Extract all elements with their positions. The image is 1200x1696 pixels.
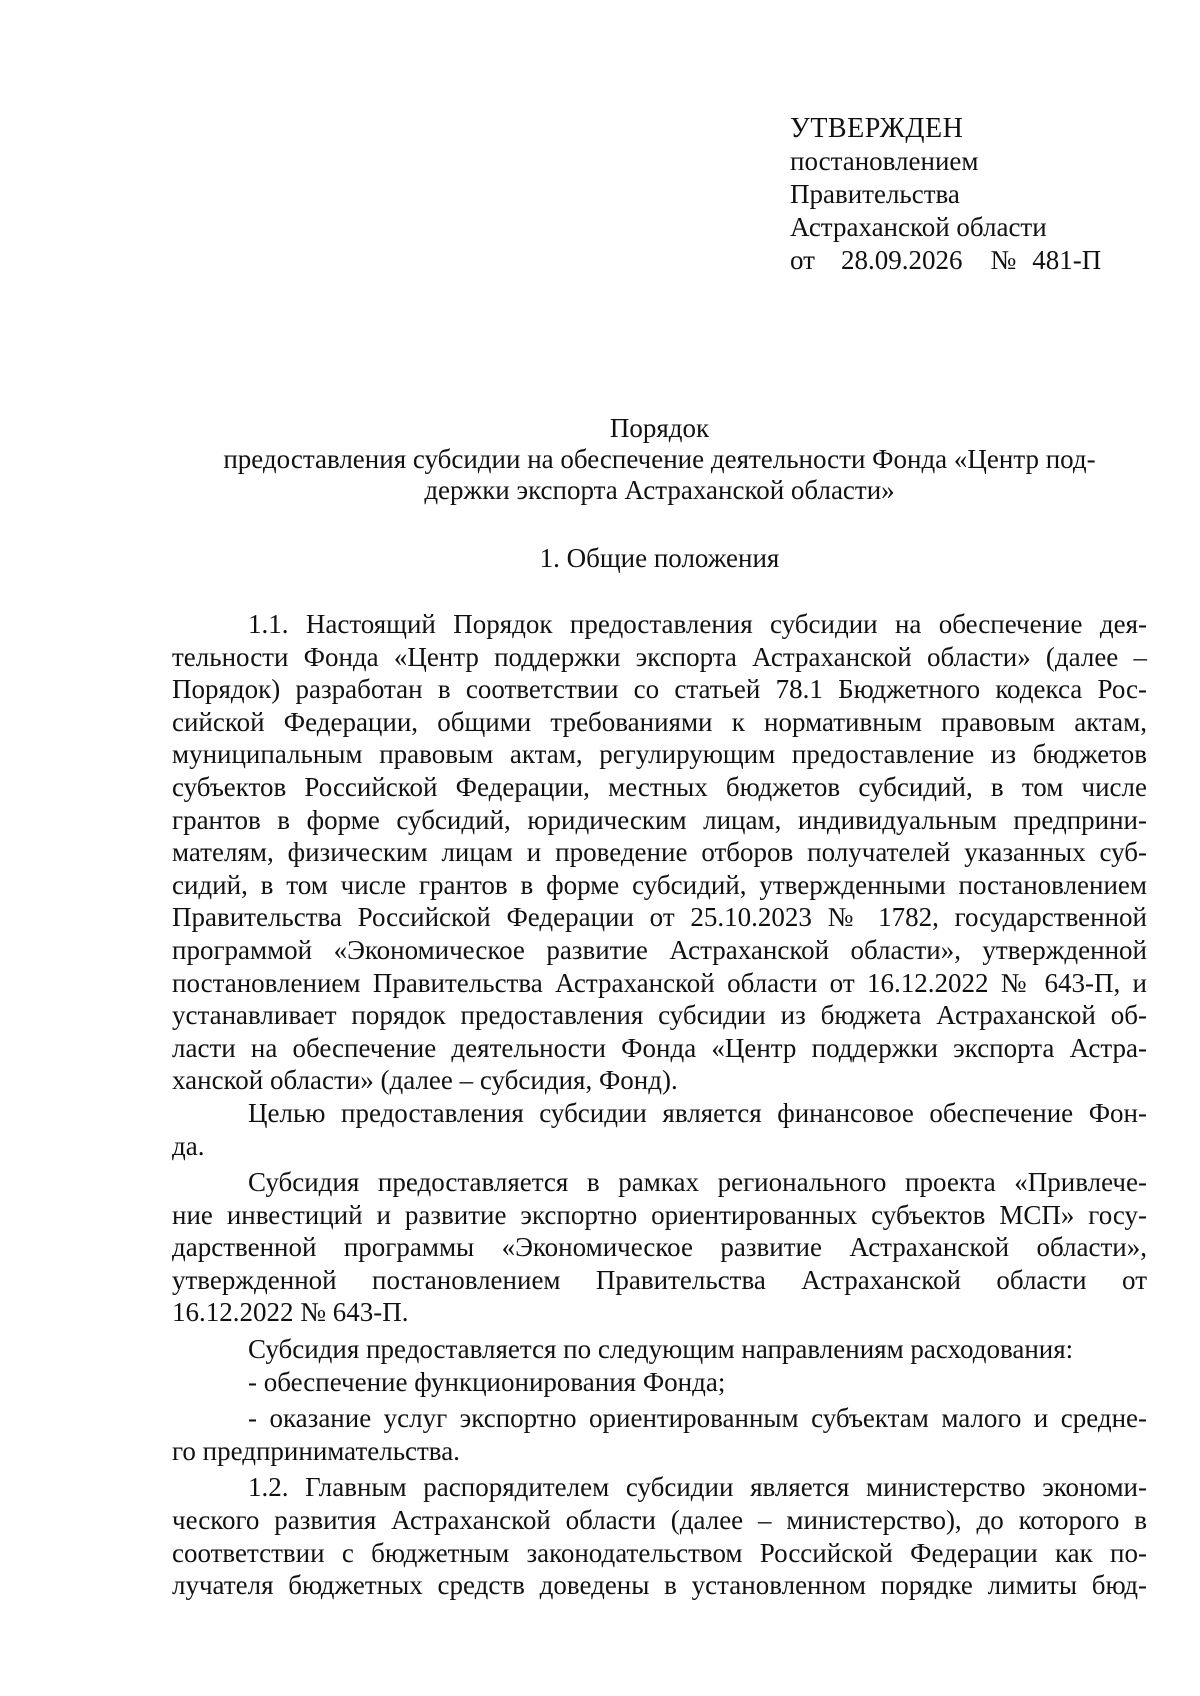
body-line: Целью предоставления субсидии является финансовое обеспечение Фон- — [248, 1097, 1147, 1128]
body-line: Правительства Российской Федерации от 25.10.2023 № 1782, государственной — [172, 902, 1147, 933]
approved-heading: УТВЕРЖДЕН — [790, 113, 964, 144]
section-1-heading: 1. Общие положения — [539, 543, 780, 573]
body-line: го предпринимательства. — [172, 1435, 460, 1466]
body-line: Субсидия предоставляется по следующим направлениям расходования: — [248, 1334, 1074, 1365]
body-line: грантов в форме субсидий, юридическим лицам, индивидуальным предприни- — [172, 804, 1147, 835]
body-line: постановлением Правительства Астраханской области от 16.12.2022 № 643-П, и — [172, 967, 1147, 998]
body-line: - обеспечение функционирования Фонда; — [248, 1366, 726, 1397]
approval-line-resolution: постановлением — [790, 146, 979, 176]
body-line: сидий, в том числе грантов в форме субсидий, утвержденными постановлением — [172, 869, 1147, 900]
body-line: тельности Фонда «Центр поддержки экспорта Астраханской области» (далее – — [172, 641, 1147, 672]
body-line: - оказание услуг экспортно ориентированным субъектам малого и средне- — [248, 1403, 1147, 1434]
body-line: дарственной программы «Экономическое развитие Астраханской области», — [172, 1232, 1147, 1263]
body-line: ческого развития Астраханской области (далее – министерство), до которого в — [172, 1505, 1147, 1536]
title-line-3: держки экспорта Астраханской области» — [424, 475, 895, 505]
body-line: да. — [172, 1130, 205, 1161]
title-line-2: предоставления субсидии на обеспечение деятельности Фонда «Центр под- — [223, 444, 1096, 474]
approval-line-region: Астраханской области — [790, 212, 1047, 242]
body-line: ласти на обеспечение деятельности Фонда «Центр поддержки экспорта Астра- — [172, 1032, 1147, 1063]
approval-stamp-block — [790, 112, 1101, 277]
body-line: утвержденной постановлением Правительства Астраханской области от — [172, 1264, 1147, 1295]
body-line: ханской области» (далее – субсидия, Фонд). — [172, 1065, 678, 1096]
approval-line-government: Правительства — [790, 179, 960, 209]
from-label: от — [790, 245, 815, 275]
body-line: Порядок) разработан в соответствии со статьей 78.1 Бюджетного кодекса Рос- — [172, 674, 1147, 705]
body-line: программой «Экономическое развитие Астраханской области», утвержденной — [172, 934, 1147, 965]
approval-date-line — [790, 244, 1101, 277]
body-line: устанавливает порядок предоставления субсидии из бюджета Астраханской об- — [172, 1000, 1147, 1031]
title-line-1: Порядок — [609, 413, 710, 443]
document-body — [172, 608, 1147, 1602]
body-line: 1.2. Главным распорядителем субсидии является министерство экономи- — [248, 1472, 1147, 1503]
body-line: соответствии с бюджетным законодательством Российской Федерации как по- — [172, 1537, 1147, 1568]
number-sign: № — [990, 245, 1017, 275]
approval-date: 28.09.2026 — [840, 245, 963, 275]
body-line: 1.1. Настоящий Порядок предоставления субсидии на обеспечение дея- — [248, 609, 1147, 639]
body-line: субъектов Российской Федерации, местных бюджетов субсидий, в том числе — [172, 771, 1147, 802]
body-line: 16.12.2022 № 643-П. — [172, 1297, 409, 1328]
body-line: мателям, физическим лицам и проведение отборов получателей указанных суб- — [172, 837, 1147, 868]
body-line: ние инвестиций и развитие экспортно ориентированных субъектов МСП» госу- — [172, 1199, 1147, 1230]
body-line: сийской Федерации, общими требованиями к нормативным правовым актам, — [172, 706, 1147, 737]
approval-number: 481-П — [1032, 245, 1102, 275]
body-line: муниципальным правовым актам, регулирующим предоставление из бюджетов — [172, 739, 1147, 770]
body-line: лучателя бюджетных средств доведены в установленном порядке лимиты бюд- — [172, 1570, 1147, 1601]
document-title — [172, 413, 1147, 506]
body-line: Субсидия предоставляется в рамках регионального проекта «Привлече- — [248, 1167, 1147, 1198]
